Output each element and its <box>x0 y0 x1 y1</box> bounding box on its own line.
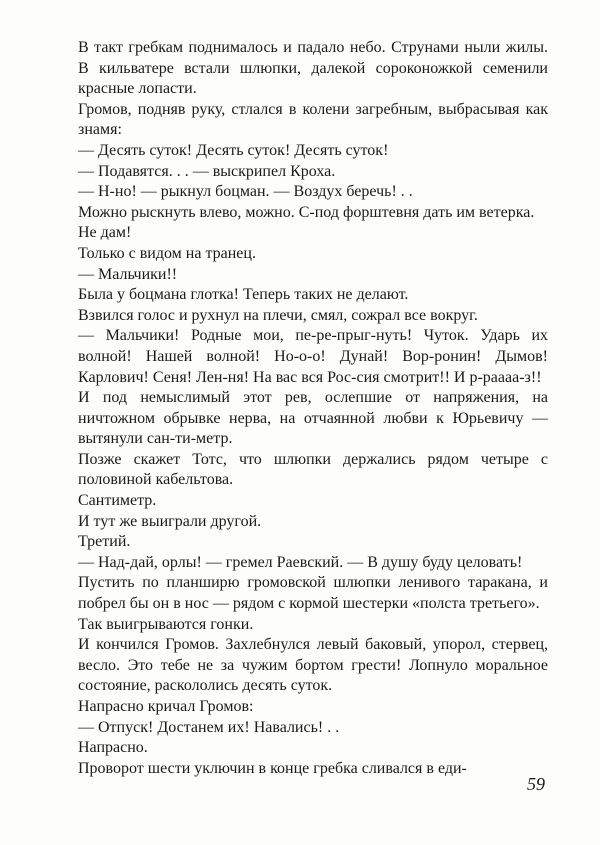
paragraph-16: И тут же выиграли другой. <box>78 512 262 530</box>
paragraph-12: — Мальчики! Родные мои, пе-ре-прыг-нуть! Чуток. Ударь их волной! Нашей волной! Но-о-о! Дунай! Вор-ронин! Дымов! Карлович! Сеня! Лен-ня! На вас вся Рос-сия смотрит!! И р-раааа-з!! <box>78 327 548 386</box>
paragraph-10: Была у боцмана глотка! Теперь таких не делают. <box>78 286 409 304</box>
paragraph-9: — Мальчики!! <box>78 265 178 283</box>
paragraph-5: — Н-но! — рыкнул боцман. — Воздух беречь! . . <box>78 183 413 201</box>
page-number: 59 <box>527 774 545 794</box>
paragraph-3: — Десять суток! Десять суток! Десять суток! <box>78 141 389 159</box>
paragraph-18: — Над-дай, орлы! — гремел Раевский. — В душу буду целовать! <box>78 553 523 571</box>
paragraph-17: Третий. <box>78 533 131 551</box>
paragraph-24: Напрасно. <box>78 739 148 757</box>
body-text <box>78 38 548 779</box>
paragraph-15: Сантиметр. <box>78 492 157 510</box>
paragraph-22: Напрасно кричал Громов: <box>78 698 254 715</box>
paragraph-1: В такт гребкам поднималось и падало небо. Струнами ныли жилы. В кильватере встали шлюпки, далекой сороконожкой семенили красные лопасти. <box>78 39 548 98</box>
paragraph-7: Не дам! <box>78 224 132 242</box>
paragraph-4: — Подавятся. . . — выскрипел Кроха. <box>78 162 336 180</box>
paragraph-14: Позже скажет Тотс, что шлюпки держались рядом четыре с половиной кабельтова. <box>78 450 548 489</box>
paragraph-11: Взвился голос и рухнул на плечи, смял, сожрал все вокруг. <box>78 306 478 324</box>
paragraph-23: — Отпуск! Достанем их! Навались! . . <box>78 718 340 736</box>
paragraph-19: Пустить по планширю громовской шлюпки ленивого таракана, и побрел бы он в нос — рядом с кормой шестерки «полста третьего». <box>78 574 548 613</box>
paragraph-2: Громов, подняв руку, стлался в колени загребным, выбрасывая как знамя: <box>78 100 548 139</box>
paragraph-20: Так выигрываются гонки. <box>78 615 254 633</box>
paragraph-6: Можно рыскнуть влево, можно. С-под форштевня дать им ветерка. <box>78 203 535 221</box>
paragraph-25: Проворот шести уключин в конце гребка сливался в еди- <box>78 759 467 777</box>
paragraph-8: Только с видом на транец. <box>78 244 256 262</box>
paragraph-13: И под немыслимый этот рев, ослепшие от напряжения, на ничтожном обрывке нерва, на отчаянной любви к Юрьевичу — вытянули сан-ти-метр. <box>78 389 548 448</box>
paragraph-21: И кончился Громов. Захлебнулся левый баковый, упорол, стервец, весло. Это тебе не за чужим бортом грести! Лопнуло моральное состояние, раскололись десять суток. <box>78 636 548 695</box>
